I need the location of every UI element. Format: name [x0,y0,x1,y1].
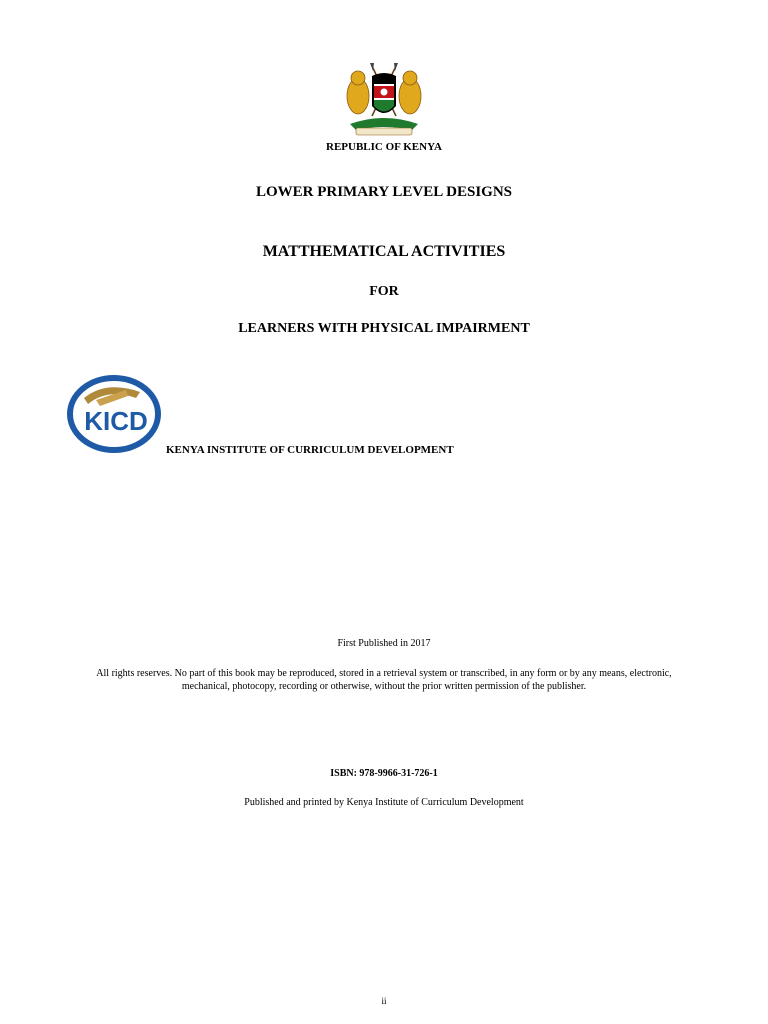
kicd-logo-icon [66,370,166,454]
page-number: ii [381,996,387,1006]
rights-line-2: mechanical, photocopy, recording or otherwise, without the prior written permission of the publisher. [181,681,587,692]
subject-title: MATTHEMATICAL ACTIVITIES [262,243,506,260]
first-published: First Published in 2017 [337,638,431,649]
rights-statement [40,667,728,693]
kicd-logo-text: KICD [84,406,148,436]
published-by: Published and printed by Kenya Institute of Curriculum Development [244,797,524,808]
coat-of-arms-icon [342,62,426,140]
isbn: ISBN: 978-9966-31-726-1 [330,768,438,779]
institute-name: KENYA INSTITUTE OF CURRICULUM DEVELOPMENT [166,444,454,456]
level-title: LOWER PRIMARY LEVEL DESIGNS [255,184,513,200]
audience-title: LEARNERS WITH PHYSICAL IMPAIRMENT [238,321,530,336]
rights-line-1: All rights reserves. No part of this book may be reproduced, stored in a retrieval system or transcribed, in any form or by any means, electronic, [96,668,672,679]
for-label: FOR [369,284,399,299]
country-name: REPUBLIC OF KENYA [326,141,442,153]
